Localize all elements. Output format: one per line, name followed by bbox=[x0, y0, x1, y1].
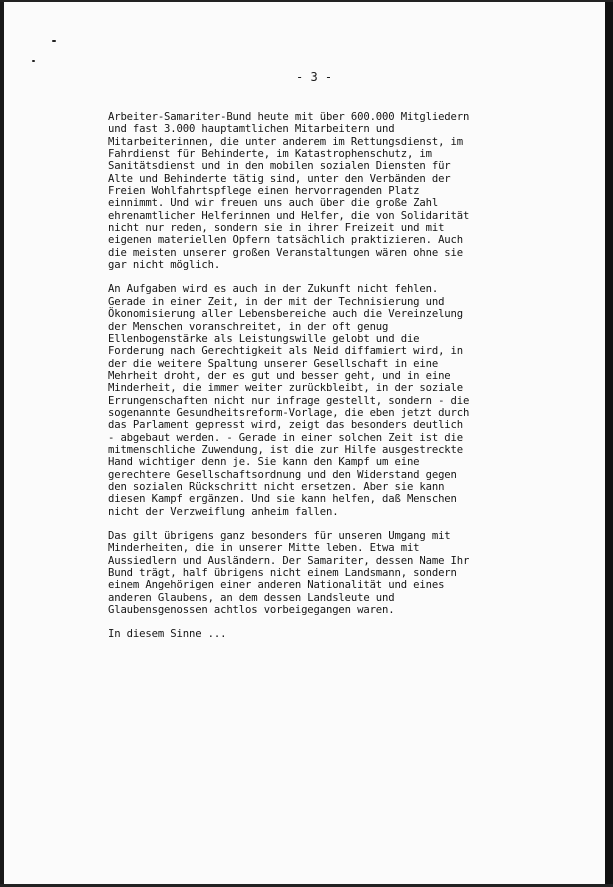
text-line: die meisten unserer großen Veranstaltungen wären ohne sie bbox=[108, 246, 463, 259]
text-line: nicht der Verzweiflung anheim fallen. bbox=[108, 505, 339, 518]
text-line: Aussiedlern und Ausländern. Der Samariter, dessen Name Ihr bbox=[108, 554, 470, 567]
text-line: Bund trägt, half übrigens nicht einem Landsmann, sondern bbox=[108, 567, 457, 580]
text-line: das Parlament gepresst wird, zeigt das besonders deutlich bbox=[108, 419, 463, 432]
text-line: Mitarbeiterinnen, die unter anderem im Rettungsdienst, im bbox=[108, 135, 463, 148]
text-line: gerechtere Gesellschaftsordnung und den Widerstand gegen bbox=[108, 468, 457, 481]
text-line: der Menschen voranschreitet, in der oft genug bbox=[108, 320, 389, 333]
text-line: gar nicht möglich. bbox=[108, 259, 221, 272]
text-line: diesen Kampf ergänzen. Und sie kann helfen, daß Menschen bbox=[108, 493, 457, 506]
text-line: Das gilt übrigens ganz besonders für unseren Umgang mit bbox=[108, 530, 451, 542]
paragraph-3 bbox=[108, 530, 528, 616]
text-line: nicht nur reden, sondern sie in ihrer Freizeit und mit bbox=[108, 222, 445, 235]
text-line: Errungenschaften nicht nur infrage gestellt, sondern - die bbox=[108, 394, 470, 407]
scan-edge-left bbox=[0, 0, 4, 887]
text-line: Arbeiter-Samariter-Bund heute mit über 600.000 Mitgliedern bbox=[108, 111, 470, 123]
text-line: den sozialen Rückschritt nicht ersetzen. Aber sie kann bbox=[108, 480, 445, 493]
text-line: Sanitätsdienst und in den mobilen sozialen Diensten für bbox=[108, 160, 451, 173]
text-line: ehrenamtlicher Helferinnen und Helfer, die von Solidarität bbox=[108, 209, 470, 222]
text-line: Minderheiten, die in unserer Mitte leben. Etwa mit bbox=[108, 542, 420, 555]
text-line: einnimmt. Und wir freuen uns auch über die große Zahl bbox=[108, 197, 439, 210]
text-line: und fast 3.000 hauptamtlichen Mitarbeitern und bbox=[108, 123, 395, 136]
text-line: Hand wichtiger denn je. Sie kann den Kampf um eine bbox=[108, 456, 420, 469]
text-line: Freien Wohlfahrtspflege einen hervorragenden Platz bbox=[108, 185, 420, 198]
letter-body bbox=[108, 111, 528, 653]
text-line: Alte und Behinderte tätig sind, unter den Verbänden der bbox=[108, 172, 451, 185]
text-line: Gerade in einer Zeit, in der mit der Technisierung und bbox=[108, 295, 445, 308]
text-line: Fahrdienst für Behinderte, im Katastrophenschutz, im bbox=[108, 148, 432, 161]
text-line: - abgebaut werden. - Gerade in einer solchen Zeit ist die bbox=[108, 431, 463, 444]
text-line: Ellenbogenstärke als Leistungswille gelobt und die bbox=[108, 332, 420, 345]
text-line: Mehrheit droht, der es gut und besser geht, und in eine bbox=[108, 369, 451, 382]
text-line: Forderung nach Gerechtigkeit als Neid diffamiert wird, in bbox=[108, 345, 463, 358]
paragraph-1 bbox=[108, 111, 528, 271]
text-line: eigenen materiellen Opfern tatsächlich praktizieren. Auch bbox=[108, 234, 463, 247]
scan-edge-right bbox=[605, 0, 613, 887]
text-line: An Aufgaben wird es auch in der Zukunft nicht fehlen. bbox=[108, 283, 439, 296]
scan-speck bbox=[32, 60, 35, 62]
page-number: - 3 - bbox=[296, 70, 333, 84]
text-line: mitmenschliche Zuwendung, ist die zur Hilfe ausgestreckte bbox=[108, 443, 463, 456]
scan-edge-top bbox=[0, 0, 613, 2]
scan-speck bbox=[52, 40, 56, 42]
text-line: sogenannte Gesundheitsreform-Vorlage, die eben jetzt durch bbox=[108, 406, 470, 419]
text-line: Minderheit, die immer weiter zurückbleibt, in der soziale bbox=[108, 382, 463, 395]
text-line: anderen Glaubens, an dem dessen Landsleute und bbox=[108, 591, 395, 604]
closing-line bbox=[108, 628, 528, 640]
text-line: Glaubensgenossen achtlos vorbeigegangen waren. bbox=[108, 604, 395, 617]
text-line: Ökonomisierung aller Lebensbereiche auch die Vereinzelung bbox=[108, 308, 463, 321]
text-line: In diesem Sinne ... bbox=[108, 628, 227, 641]
text-line: einem Angehörigen einer anderen Nationalität und eines bbox=[108, 579, 445, 592]
text-line: der die weitere Spaltung unserer Gesellschaft in eine bbox=[108, 357, 439, 370]
paragraph-2 bbox=[108, 283, 528, 518]
